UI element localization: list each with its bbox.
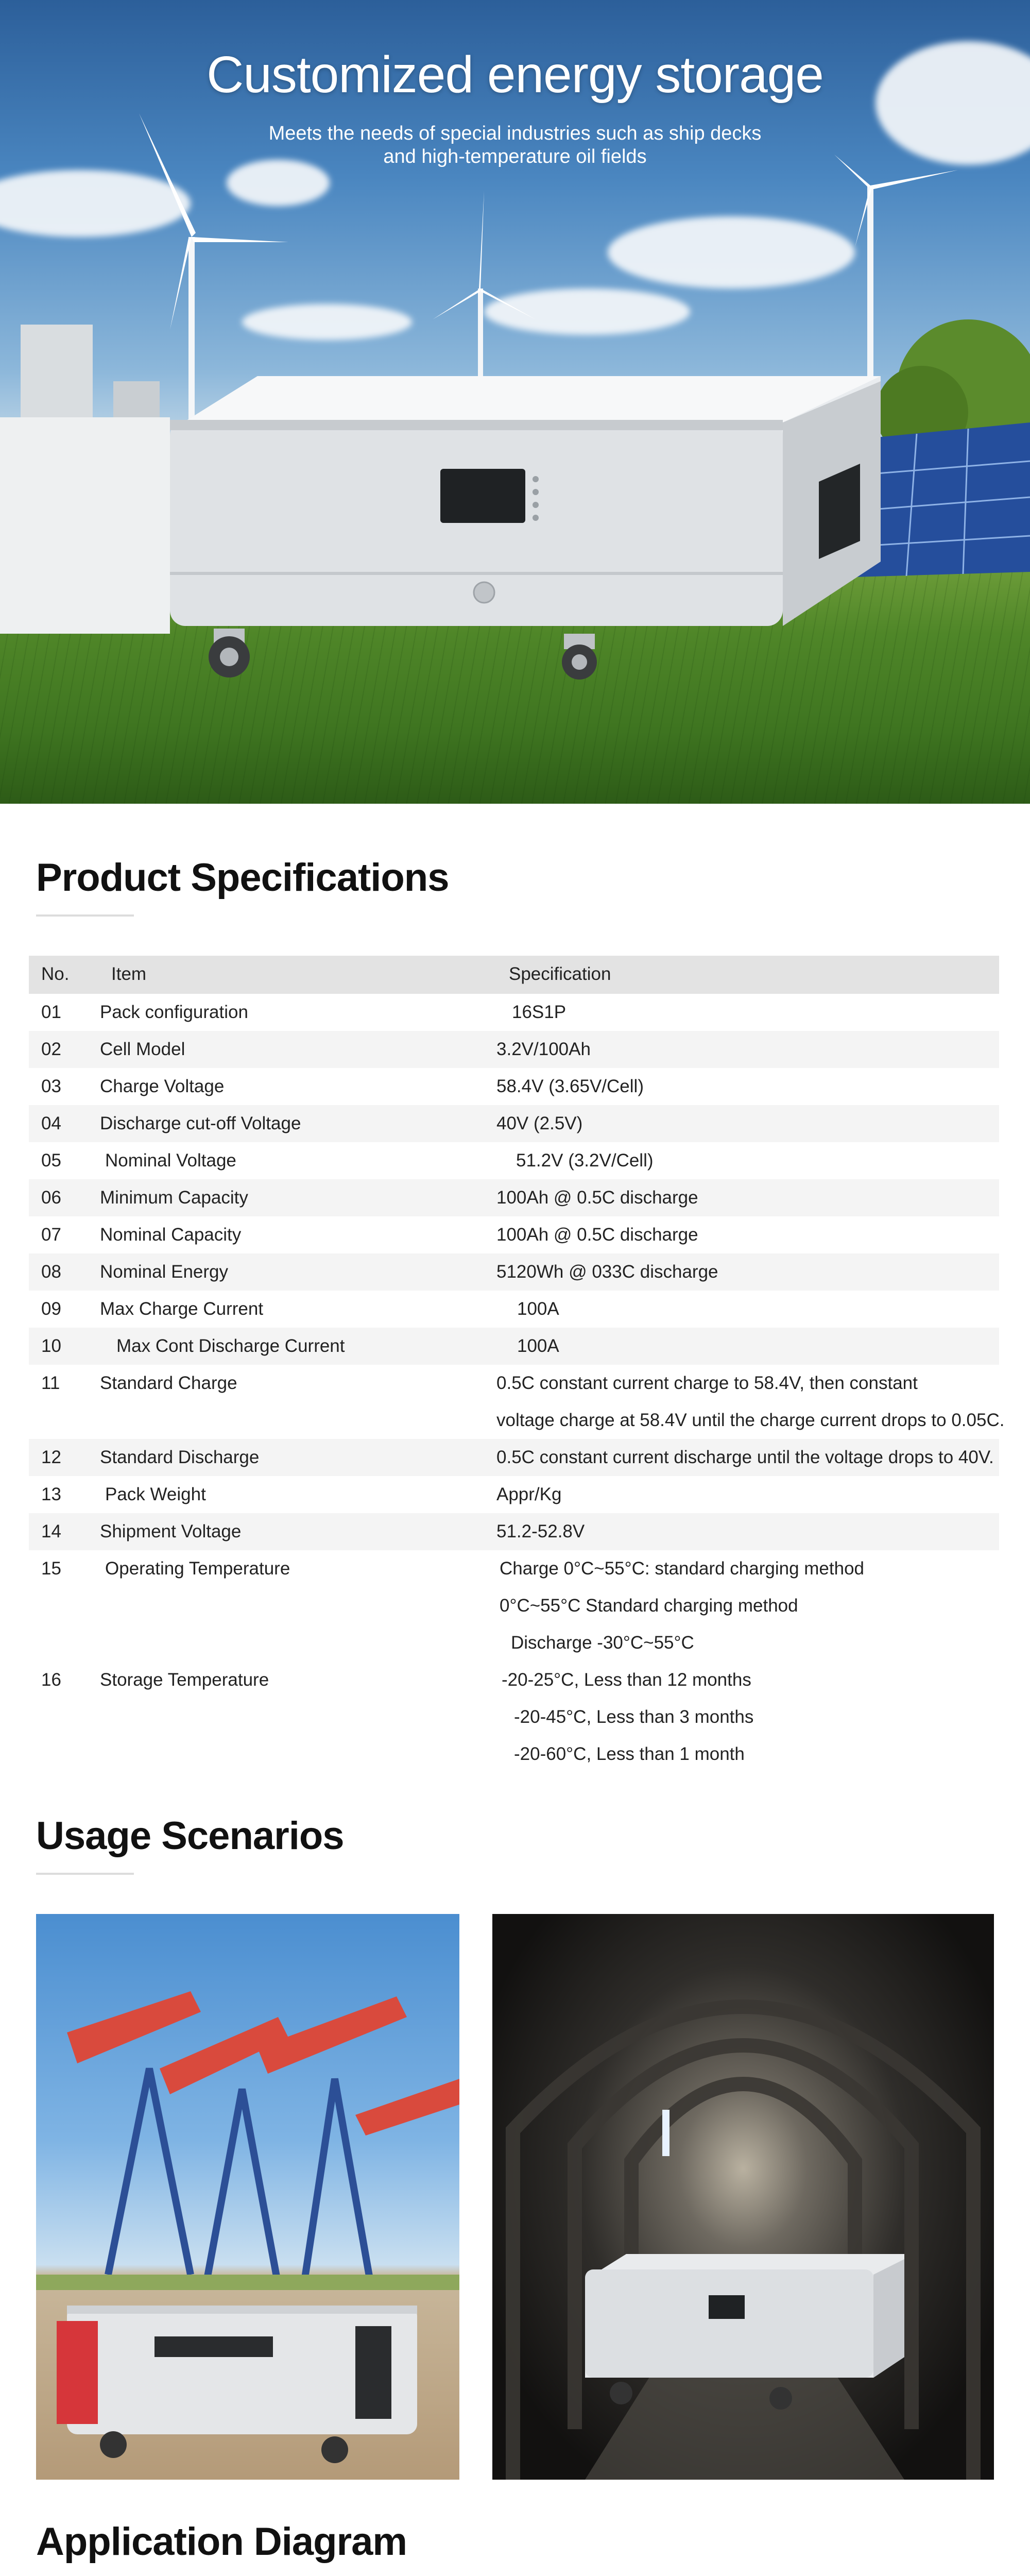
- table-row: [29, 1402, 1005, 1439]
- row-specification: 0°C~55°C Standard charging method: [500, 1596, 798, 1616]
- table-row: [29, 1439, 999, 1476]
- hero-title: Customized energy storage: [207, 46, 823, 104]
- row-specification: 16S1P: [512, 1002, 566, 1022]
- table-row: [29, 1216, 999, 1253]
- row-specification: voltage charge at 58.4V until the charge current drops to 0.05C.: [496, 1410, 1005, 1430]
- spec-rows: [29, 994, 1005, 1773]
- row-number: 14: [41, 1521, 61, 1541]
- row-specification: -20-60°C, Less than 1 month: [514, 1744, 745, 1764]
- row-number: 15: [41, 1558, 61, 1579]
- table-row: [29, 1699, 999, 1736]
- row-number: 13: [41, 1484, 61, 1504]
- row-specification: 100Ah @ 0.5C discharge: [496, 1188, 698, 1208]
- row-specification: 58.4V (3.65V/Cell): [496, 1076, 644, 1096]
- row-item: Discharge cut-off Voltage: [100, 1113, 301, 1133]
- table-row: [29, 1365, 999, 1402]
- row-item: Max Cont Discharge Current: [116, 1336, 345, 1356]
- row-item: Nominal Capacity: [100, 1225, 242, 1245]
- spec-table: [29, 956, 1005, 1773]
- row-item: Charge Voltage: [100, 1076, 225, 1096]
- row-item: Operating Temperature: [105, 1558, 290, 1579]
- lcd-display: [440, 469, 525, 523]
- row-item: Minimum Capacity: [100, 1188, 248, 1208]
- table-row: [29, 1513, 999, 1550]
- oilfield-illustration: [36, 1914, 459, 2480]
- row-number: 03: [41, 1076, 61, 1096]
- row-number: 16: [41, 1670, 61, 1690]
- row-item: Storage Temperature: [100, 1670, 269, 1690]
- tunnel-illustration: [492, 1914, 994, 2480]
- row-item: Nominal Voltage: [105, 1150, 236, 1171]
- row-number: 04: [41, 1113, 61, 1133]
- caster-wheel: [562, 634, 597, 680]
- row-specification: -20-45°C, Less than 3 months: [514, 1707, 754, 1727]
- table-row: [29, 1105, 999, 1142]
- row-item: Nominal Energy: [100, 1262, 228, 1282]
- caster-wheel: [209, 629, 250, 677]
- table-row: [29, 1476, 999, 1513]
- building: [21, 325, 93, 433]
- row-specification: 5120Wh @ 033C discharge: [496, 1262, 718, 1282]
- table-row: [29, 1587, 999, 1624]
- row-item: Standard Discharge: [100, 1447, 260, 1467]
- row-specification: 3.2V/100Ah: [496, 1039, 591, 1059]
- row-specification: -20-25°C, Less than 12 months: [502, 1670, 751, 1690]
- table-row: [29, 1624, 999, 1662]
- table-row: [29, 1291, 999, 1328]
- row-specification: Charge 0°C~55°C: standard charging method: [500, 1558, 864, 1579]
- row-item: Shipment Voltage: [100, 1521, 242, 1541]
- row-number: 05: [41, 1150, 61, 1171]
- row-item: Cell Model: [100, 1039, 185, 1059]
- row-specification: 0.5C constant current discharge until the voltage drops to 40V.: [496, 1447, 994, 1467]
- battery-cabinet-image: [154, 371, 881, 680]
- row-number: 10: [41, 1336, 61, 1356]
- row-number: 11: [41, 1373, 60, 1393]
- hero-subtitle-line2: and high-temperature oil fields: [383, 146, 647, 167]
- table-row: [29, 1068, 999, 1105]
- row-specification: 40V (2.5V): [496, 1113, 583, 1133]
- row-specification: 100Ah @ 0.5C discharge: [496, 1225, 698, 1245]
- red-connector: [57, 2321, 98, 2424]
- hero-subtitle-line1: Meets the needs of special industries such as ship decks: [268, 123, 762, 144]
- table-row: [29, 1142, 999, 1179]
- specifications-title: Product Specifications: [36, 856, 449, 900]
- row-number: 06: [41, 1188, 61, 1208]
- row-specification: 51.2V (3.2V/Cell): [516, 1150, 654, 1171]
- row-number: 08: [41, 1262, 61, 1282]
- mine-tunnel-scenario-photo: [492, 1914, 994, 2480]
- row-specification: Appr/Kg: [496, 1484, 562, 1504]
- oilfield-scenario-photo: [36, 1914, 459, 2480]
- section-rule: [36, 914, 134, 917]
- table-row: [29, 1253, 999, 1291]
- table-row: [29, 1179, 999, 1216]
- column-header-item: Item: [111, 964, 147, 984]
- table-row: [29, 1328, 999, 1365]
- table-row: [29, 1550, 999, 1587]
- row-item: Pack configuration: [100, 1002, 248, 1022]
- section-rule: [36, 1873, 134, 1875]
- row-specification: 0.5C constant current charge to 58.4V, then constant: [496, 1373, 918, 1393]
- usage-title: Usage Scenarios: [36, 1814, 344, 1858]
- row-number: 02: [41, 1039, 61, 1059]
- row-item: Max Charge Current: [100, 1299, 264, 1319]
- column-header-specification: Specification: [509, 964, 611, 984]
- battery-unit: [57, 2306, 417, 2463]
- row-number: 01: [41, 1002, 61, 1022]
- row-number: 09: [41, 1299, 61, 1319]
- table-row: [29, 1736, 999, 1773]
- table-row: [29, 1662, 999, 1699]
- tunnel-light: [662, 2110, 670, 2156]
- row-specification: 100A: [517, 1299, 559, 1319]
- row-number: 07: [41, 1225, 61, 1245]
- diagram-title: Application Diagram: [36, 2520, 407, 2564]
- row-specification: 100A: [517, 1336, 559, 1356]
- container-unit: [0, 417, 170, 634]
- hero-banner: [0, 0, 1030, 804]
- column-header-no: No.: [41, 964, 70, 984]
- row-specification: Discharge -30°C~55°C: [511, 1633, 694, 1653]
- row-specification: 51.2-52.8V: [496, 1521, 585, 1541]
- row-item: Standard Charge: [100, 1373, 237, 1393]
- power-button-icon: [474, 582, 494, 603]
- table-row: [29, 1031, 999, 1068]
- table-header-row: [29, 956, 999, 994]
- row-item: Pack Weight: [105, 1484, 206, 1504]
- table-row: [29, 994, 999, 1031]
- row-number: 12: [41, 1447, 61, 1467]
